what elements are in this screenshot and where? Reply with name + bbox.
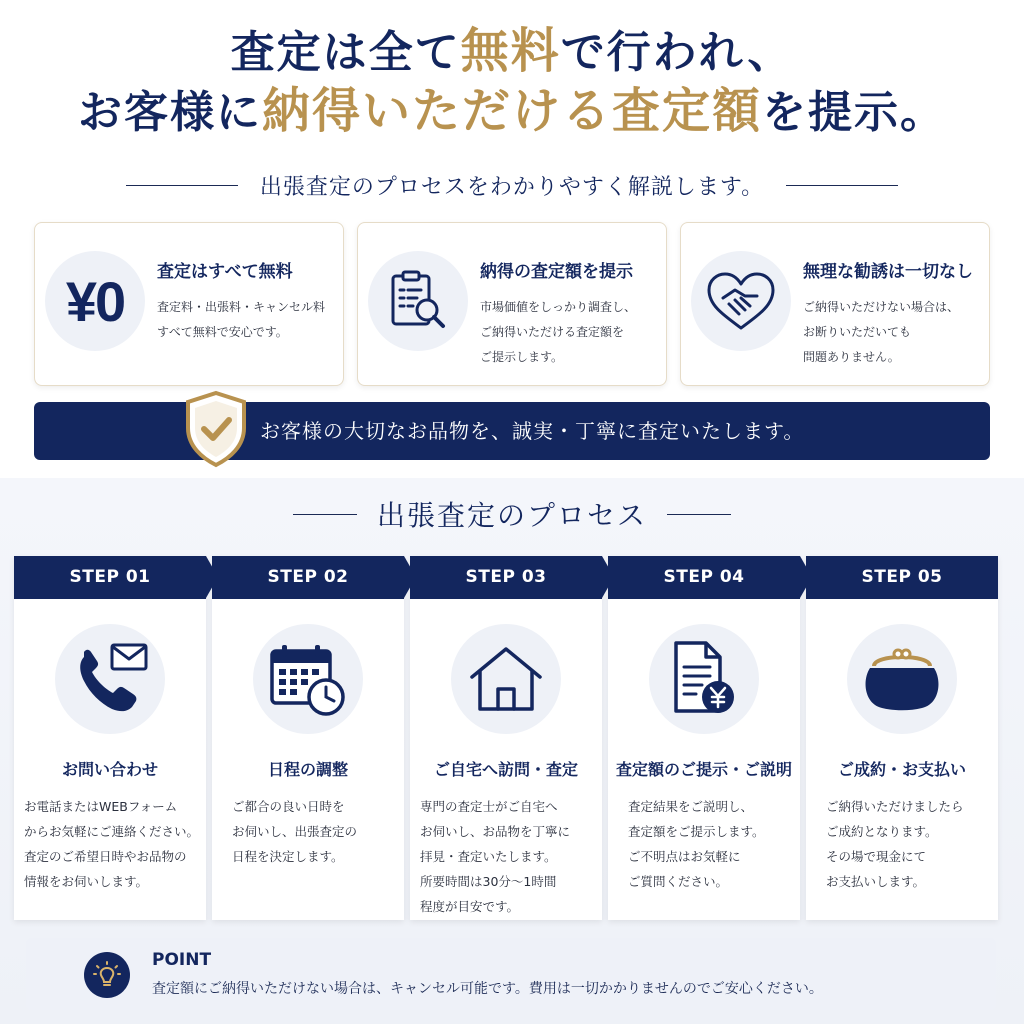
feature-desc-line: 市場価値をしっかり調査し、	[480, 300, 637, 314]
step-title: お問い合わせ	[61, 760, 158, 779]
feature-title: 無理な勧誘は一切なし	[803, 262, 973, 282]
step-desc-line: 査定のご希望日時やお品物の	[24, 849, 187, 864]
step-label: STEP 02	[212, 556, 404, 599]
process-title-row	[0, 492, 1024, 536]
hero-line-2	[0, 82, 1024, 142]
yen-zero-icon	[45, 251, 145, 351]
step-label: STEP 03	[410, 556, 602, 599]
step-desc-line: 情報をお伺いします。	[24, 874, 149, 889]
lightbulb-icon	[84, 952, 130, 998]
feature-title: 納得の査定額を提示	[480, 262, 633, 282]
step-arrow	[602, 556, 614, 598]
hero-line-1-highlight: 無料	[460, 23, 561, 79]
step-desc-line: お支払いします。	[826, 874, 926, 889]
calendar-clock-icon	[253, 624, 363, 734]
step-arrow	[404, 556, 416, 598]
feature-card-no-pressure	[680, 222, 990, 386]
step-arrow	[206, 556, 218, 598]
divider-left	[293, 514, 357, 515]
hero-line-2-part-a: お客様に	[77, 87, 262, 138]
step-desc	[826, 794, 1006, 894]
step-01	[14, 556, 206, 920]
hero-line-1-part-b: で行われ、	[560, 27, 794, 78]
subtitle-row	[0, 168, 1024, 202]
step-title: ご自宅へ訪問・査定	[433, 760, 578, 779]
banner-text: お客様の大切なお品物を、誠実・丁寧に査定いたします。	[260, 419, 805, 443]
step-desc	[24, 794, 204, 894]
shield-check-icon	[184, 390, 248, 468]
feature-card-free	[34, 222, 344, 386]
promise-banner	[34, 402, 990, 460]
point-label: POINT	[152, 950, 212, 970]
divider-right	[667, 514, 731, 515]
point-box	[26, 938, 996, 1010]
step-05	[806, 556, 998, 920]
hero-line-1	[0, 22, 1024, 82]
step-desc-line: 査定額をご提示します。	[628, 824, 765, 839]
step-04	[608, 556, 800, 920]
feature-card-price	[357, 222, 667, 386]
feature-desc-line: すべて無料で安心です。	[157, 325, 288, 339]
hero-line-2-part-b: を提示。	[762, 87, 946, 138]
step-desc-line: その場で現金にて	[826, 849, 927, 864]
feature-desc-line: ご提示します。	[480, 350, 564, 364]
step-desc	[232, 794, 412, 869]
step-desc-line: 所要時間は30分〜1時間	[420, 874, 557, 889]
feature-desc-line: 査定料・出張料・キャンセル料	[157, 300, 326, 314]
step-title: ご成約・お支払い	[837, 760, 966, 779]
feature-desc	[480, 295, 636, 370]
step-03	[410, 556, 602, 920]
phone-mail-icon	[55, 624, 165, 734]
feature-desc-line: お断りいただいても	[803, 325, 912, 339]
subtitle: 出張査定のプロセスをわかりやすく解説します。	[259, 174, 765, 200]
feature-title: 査定はすべて無料	[157, 262, 293, 282]
step-desc-line: ご納得いただけましたら	[826, 799, 964, 814]
step-desc-line: お電話またはWEBフォーム	[24, 799, 178, 814]
step-label: STEP 01	[14, 556, 206, 599]
step-desc-line: お伺いし、お品物を丁寧に	[420, 824, 571, 839]
step-desc-line: 程度が目安です。	[420, 899, 520, 914]
feature-desc-line: ご納得いただけない場合は、	[803, 300, 960, 314]
step-desc-line: 日程を決定します。	[232, 849, 344, 864]
feature-desc	[803, 295, 959, 370]
document-yen-icon	[649, 624, 759, 734]
divider-right	[786, 185, 898, 186]
step-02	[212, 556, 404, 920]
step-desc-line: 査定結果をご説明し、	[628, 799, 754, 814]
step-desc	[628, 794, 808, 894]
heart-handshake-icon	[691, 251, 791, 351]
step-desc-line: お伺いし、出張査定の	[232, 824, 358, 839]
step-label: STEP 04	[608, 556, 800, 599]
yen-zero-text: ¥0	[65, 269, 125, 333]
house-icon	[451, 624, 561, 734]
hero-line-1-part-a: 査定は全て	[230, 27, 461, 78]
feature-desc	[157, 295, 325, 345]
step-desc-line: ご都合の良い日時を	[232, 799, 345, 814]
feature-desc-line: ご納得いただける査定額を	[480, 325, 625, 339]
step-title: 日程の調整	[267, 760, 348, 779]
step-label: STEP 05	[806, 556, 998, 599]
divider-left	[126, 185, 238, 186]
feature-cards	[34, 222, 990, 386]
step-arrow	[800, 556, 812, 598]
step-desc-line: 専門の査定士がご自宅へ	[420, 799, 558, 814]
step-desc	[420, 794, 600, 919]
step-desc-line: 拝見・査定いたします。	[420, 849, 557, 864]
clipboard-magnifier-icon	[368, 251, 468, 351]
point-text: 査定額にご納得いただけない場合は、キャンセル可能です。費用は一切かかりませんのでご安心ください。	[152, 981, 823, 997]
step-desc-line: ご成約となります。	[826, 824, 938, 839]
coin-purse-icon	[847, 624, 957, 734]
hero-line-2-highlight: 納得いただける査定額	[261, 83, 762, 139]
step-desc-line: ご不明点はお気軽に	[628, 849, 741, 864]
process-steps	[14, 556, 1000, 920]
hero-heading	[0, 22, 1024, 142]
step-title: 査定額のご提示・ご説明	[615, 760, 792, 779]
process-title: 出張査定のプロセス	[376, 499, 647, 532]
step-desc-line: からお気軽にご連絡ください。	[24, 824, 200, 839]
feature-desc-line: 問題ありません。	[803, 350, 900, 364]
step-desc-line: ご質問ください。	[628, 874, 729, 889]
